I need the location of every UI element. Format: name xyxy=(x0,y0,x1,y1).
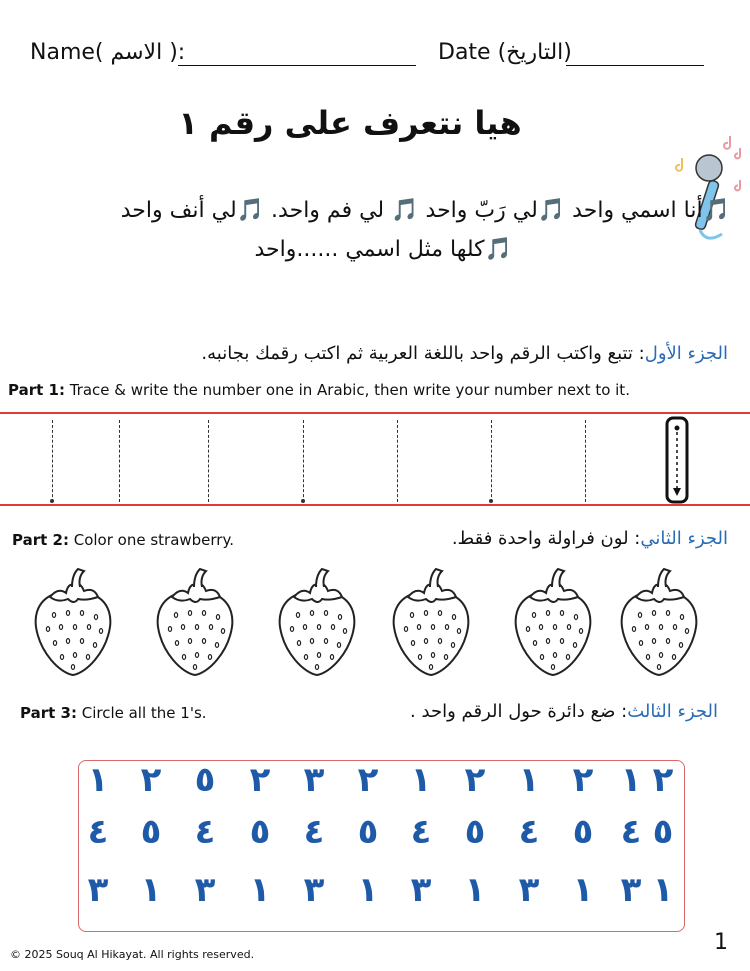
trace-guide[interactable] xyxy=(397,420,398,502)
part3-arabic-text: : ضع دائرة حول الرقم واحد . xyxy=(410,701,628,722)
part1-english-instruction xyxy=(8,381,630,399)
digit[interactable]: ٢ xyxy=(572,760,594,800)
strawberry-icon[interactable] xyxy=(386,565,476,677)
part1-arabic-label: الجزء الأول xyxy=(644,343,728,364)
digit[interactable]: ٥ xyxy=(572,812,594,852)
microphone-icon xyxy=(672,128,747,248)
digit[interactable]: ٥ xyxy=(652,812,674,852)
part2-arabic-instruction xyxy=(452,528,728,549)
song-line-1: 🎵أنا اسمي واحد 🎵لي رَبّ واحد 🎵 لي فم واحد. 🎵لي أنف واحد xyxy=(120,198,730,223)
strawberry-icon[interactable] xyxy=(508,565,598,677)
digit[interactable]: ٣ xyxy=(194,870,216,910)
trace-dot xyxy=(489,499,493,503)
copyright-notice: © 2025 Souq Al Hikayat. All rights reserved. xyxy=(10,948,255,961)
digit[interactable]: ٤ xyxy=(620,812,642,852)
trace-dot xyxy=(301,499,305,503)
digit[interactable]: ١ xyxy=(140,870,162,910)
part3-english-text: Circle all the 1's. xyxy=(76,704,207,722)
trace-guide[interactable] xyxy=(119,420,120,502)
strawberry-icon[interactable] xyxy=(614,565,704,677)
part2-arabic-text: : لون فراولة واحدة فقط. xyxy=(451,528,641,549)
part1-arabic-text: : تتبع واكتب الرقم واحد باللغة العربية ثم اكتب رقمك بجانبه. xyxy=(201,343,645,364)
digit[interactable]: ٤ xyxy=(518,812,540,852)
digit[interactable]: ١ xyxy=(87,760,109,800)
part2-english-label: Part 2: xyxy=(12,531,69,549)
strawberry-icon[interactable] xyxy=(150,565,240,677)
digit[interactable]: ٢ xyxy=(357,760,379,800)
strawberry-icon[interactable] xyxy=(272,565,362,677)
trace-guide[interactable] xyxy=(303,420,304,502)
digit[interactable]: ١ xyxy=(357,870,379,910)
digit[interactable]: ٢ xyxy=(464,760,486,800)
part3-english-instruction xyxy=(20,704,207,722)
name-label: Name( الاسم ): xyxy=(30,40,186,65)
digit[interactable]: ١ xyxy=(620,760,642,800)
part2-english-instruction xyxy=(12,531,234,549)
part2-english-text: Color one strawberry. xyxy=(68,531,234,549)
digit[interactable]: ٣ xyxy=(87,870,109,910)
model-digit-one-icon xyxy=(665,416,689,504)
digit[interactable]: ٣ xyxy=(518,870,540,910)
page-number: 1 xyxy=(714,930,728,955)
name-field[interactable] xyxy=(178,65,416,66)
digit[interactable]: ١ xyxy=(249,870,271,910)
digit[interactable]: ١ xyxy=(652,870,674,910)
digit[interactable]: ٥ xyxy=(249,812,271,852)
digit[interactable]: ٤ xyxy=(87,812,109,852)
digit[interactable]: ٥ xyxy=(194,760,216,800)
music-note-icon: 🎵 xyxy=(391,198,419,223)
page-title: هيا نتعرف على رقم ١ xyxy=(178,104,522,142)
strawberry-icon[interactable] xyxy=(28,565,118,677)
digit[interactable]: ٣ xyxy=(303,870,325,910)
music-note-icon: 🎵 xyxy=(236,198,265,223)
digit[interactable]: ٤ xyxy=(303,812,325,852)
trace-top-line xyxy=(0,412,750,414)
digit[interactable]: ٣ xyxy=(620,870,642,910)
digit[interactable]: ١ xyxy=(410,760,432,800)
part1-english-label: Part 1: xyxy=(8,381,65,399)
music-note-icon: 🎵 xyxy=(702,198,730,223)
part1-arabic-instruction xyxy=(201,343,728,364)
digit[interactable]: ١ xyxy=(572,870,594,910)
digit[interactable]: ٢ xyxy=(140,760,162,800)
part1-english-text: Trace & write the number one in Arabic, then write your number next to it. xyxy=(64,381,630,399)
trace-guide[interactable] xyxy=(208,420,209,502)
digit[interactable]: ٢ xyxy=(249,760,271,800)
digit[interactable]: ١ xyxy=(464,870,486,910)
digit[interactable]: ١ xyxy=(518,760,540,800)
date-label: Date (التاريخ) xyxy=(438,40,572,65)
digit[interactable]: ٤ xyxy=(194,812,216,852)
digit[interactable]: ٢ xyxy=(652,760,674,800)
trace-bottom-line xyxy=(0,504,750,506)
song-line-2: 🎵كلها مثل اسمي ......واحد xyxy=(254,237,512,262)
part3-english-label: Part 3: xyxy=(20,704,77,722)
trace-guide[interactable] xyxy=(52,420,53,502)
part3-arabic-instruction xyxy=(410,701,718,722)
music-note-icon: 🎵 xyxy=(484,237,512,262)
digit[interactable]: ٤ xyxy=(410,812,432,852)
trace-guide[interactable] xyxy=(585,420,586,502)
digit[interactable]: ٣ xyxy=(410,870,432,910)
date-field[interactable] xyxy=(566,65,704,66)
digit[interactable]: ٣ xyxy=(303,760,325,800)
trace-dot xyxy=(50,499,54,503)
digit[interactable]: ٥ xyxy=(140,812,162,852)
part2-arabic-label: الجزء الثاني xyxy=(640,528,728,549)
part3-arabic-label: الجزء الثالث xyxy=(627,701,718,722)
digit[interactable]: ٥ xyxy=(464,812,486,852)
digit[interactable]: ٥ xyxy=(357,812,379,852)
trace-guide[interactable] xyxy=(491,420,492,502)
music-note-icon: 🎵 xyxy=(537,198,566,223)
